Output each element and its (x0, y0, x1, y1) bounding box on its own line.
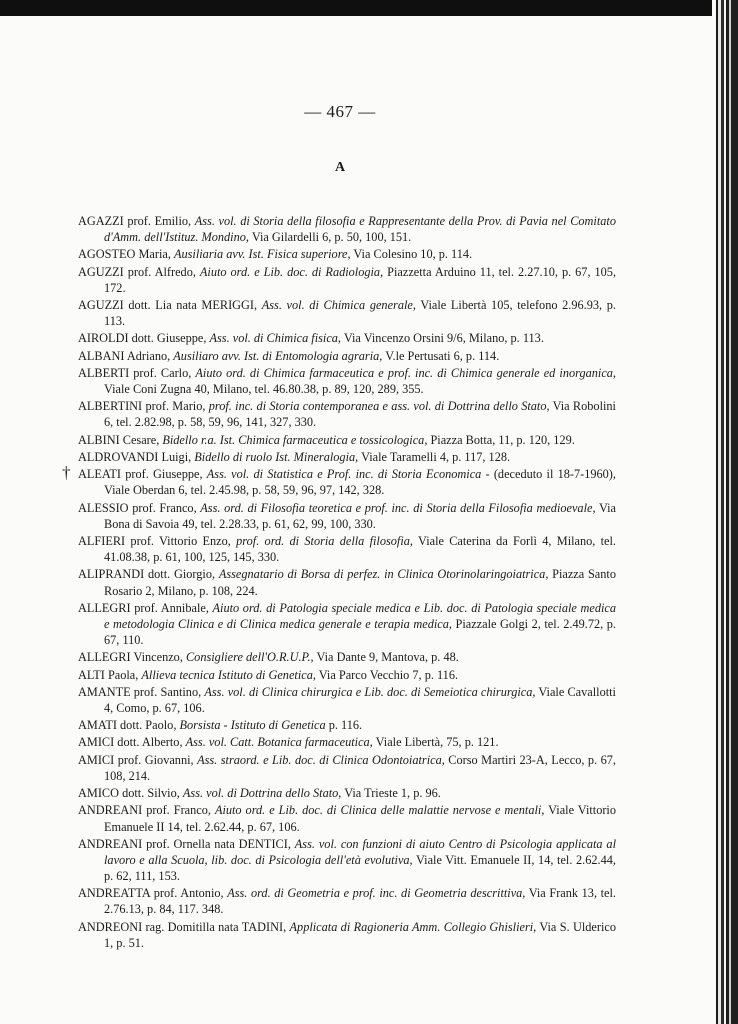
entry-name: AGAZZI (78, 214, 124, 228)
directory-entry (78, 717, 616, 733)
entry-title: dott. Silvio, (119, 786, 183, 801)
entry-title: prof. Annibale, (130, 600, 213, 615)
directory-entry (78, 398, 616, 430)
entry-name: AMICI (78, 752, 115, 767)
directory-entry (62, 463, 616, 498)
entry-role: prof. ord. di Storia della filosofia, (236, 534, 413, 549)
entry-role: Bidello di ruolo Ist. Mineralogia, (194, 450, 359, 464)
entry-address: Viale Coni Zugna 40, Milano, tel. 46.80.38, p. 89, 120, 289, 355. (104, 382, 424, 397)
entry-address: Piazzetta Arduino 11, tel. 2.27.10, p. 67, 105, 172. (104, 264, 617, 295)
entry-role: Ass. vol. di Statistica e Prof. inc. di Storia Economica - (206, 467, 490, 482)
entry-title: prof. Emilio, (123, 214, 195, 228)
entry-title: dott. Giorgio, (144, 567, 219, 582)
entry-address: Via Gilardelli 6, p. 50, 100, 151. (248, 230, 412, 245)
entry-address: Via Bona di Savoia 49, tel. 2.28.33, p. 61, 62, 99, 100, 330. (104, 500, 616, 531)
entry-role: Ass. straord. e Lib. doc. di Clinica Odontoiatrica, (197, 752, 445, 767)
entry-title: prof. Vittorio Enzo, (125, 534, 237, 549)
entry-title: dott. Paolo, (116, 718, 180, 733)
entry-title: Paola, (104, 667, 142, 682)
scan-top-border (0, 0, 738, 16)
entry-address: Piazza Santo Rosario 2, Milano, p. 108, 224. (104, 567, 616, 598)
entry-role: Ass. vol. di Chimica fisica, (209, 331, 342, 346)
directory-entry (78, 533, 616, 565)
page-number: — 467 — (304, 102, 376, 121)
entry-address: Viale Libertà, 75, p. 121. (372, 735, 499, 750)
entry-address: Via Parco Vecchio 7, p. 116. (315, 667, 459, 682)
entry-role: Assegnatario di Borsa di perfez. in Clinica Otorinolaringoiatrica, (218, 567, 549, 582)
entry-name: AMANTE (78, 684, 131, 699)
directory-entry (78, 785, 616, 801)
entry-title: rag. Domitilla nata TADINI, (142, 919, 290, 934)
entry-role: Borsista - Istituto di Genetica (179, 718, 326, 733)
entry-role: Ass. ord. di Filosofia teoretica e prof. inc. di Storia della Filosofia medioevale, (200, 500, 596, 515)
entry-address: Viale Caterina da Forlì 4, Milano, tel. 41.08.38, p. 61, 100, 125, 145, 330. (104, 534, 617, 565)
entry-role: Ausiliaro avv. Ist. di Entomologia agraria, (173, 348, 383, 363)
entry-title: prof. Franco, (128, 500, 201, 515)
directory-entry (78, 330, 616, 346)
entry-title: dott. Lia nata MERIGGI, (123, 298, 262, 313)
entry-name: ANDREANI (78, 836, 143, 851)
directory-entry (78, 297, 616, 329)
entry-name: AGOSTEO (78, 247, 136, 262)
directory-entry (78, 919, 616, 951)
entry-role: Aiuto ord. e Lib. doc. di Radiologia, (199, 264, 384, 279)
deceased-mark: † (62, 463, 71, 483)
entry-role: Ass. vol. di Clinica chirurgica e Lib. doc. di Semeiotica chirurgica, (204, 684, 536, 699)
directory-entry (78, 836, 616, 884)
entry-role: Bidello r.a. Ist. Chimica farmaceutica e tossicologica, (162, 432, 428, 447)
directory-entry (78, 348, 616, 364)
entry-name: ANDREONI (78, 919, 143, 934)
entry-name: ALEATI (78, 467, 122, 482)
entry-address: Via Frank 13, tel. 2.76.13, p. 84, 117. 348. (104, 886, 616, 917)
entry-address: Viale Vittorio Emanuele II 14, tel. 2.62.44, p. 67, 106. (104, 803, 617, 834)
directory-entry (78, 885, 616, 917)
entry-address: Piazza Botta, 11, p. 120, 129. (427, 432, 575, 447)
entry-title: prof. Alfredo, (123, 264, 200, 279)
entry-name: AIROLDI (78, 331, 129, 346)
entry-address: (deceduto il 18-7-1960), Viale Oberdan 6, tel. 2.45.98, p. 58, 59, 96, 97, 142, 328. (104, 467, 616, 498)
entry-role: Aiuto ord. e Lib. doc. di Clinica delle malattie nervose e mentali, (214, 803, 545, 818)
directory-entry (78, 600, 616, 648)
entry-address: V.le Pertusati 6, p. 114. (382, 348, 500, 363)
entry-name: AMATI (78, 718, 117, 733)
entry-name: ALFIERI (78, 534, 126, 549)
entry-title: Maria, (135, 247, 174, 262)
entry-title: prof. Antonio, (150, 886, 228, 901)
entry-name: ALBERTINI (78, 399, 143, 414)
entry-name: ALBINI (78, 432, 120, 447)
entry-address: Via Dante 9, Mantova, p. 48. (313, 650, 459, 665)
entry-title: prof. Franco, (142, 803, 215, 818)
entry-role: Allieva tecnica Istituto di Genetica, (141, 667, 316, 682)
directory-entry (78, 802, 616, 834)
entry-title: Cesare, (119, 432, 163, 447)
directory-entry (78, 684, 616, 716)
directory-entries (62, 213, 617, 952)
entry-role: prof. inc. di Storia contemporanea e ass. vol. di Dottrina dello Stato, (208, 399, 550, 414)
directory-entry (78, 213, 616, 245)
entry-name: ALESSIO (78, 500, 129, 515)
entry-role: Ass. ord. di Geometria e prof. inc. di Geometria descrittiva, (227, 886, 526, 901)
scan-binding-edge (712, 0, 738, 1024)
entry-role: Aiuto ord. di Patologia speciale medica e Lib. doc. di Patologia speciale medica e metodologia Clinica e di Clinica medica generale e terapia medica, (104, 600, 616, 631)
entry-title: dott. Giuseppe, (128, 331, 210, 346)
entry-title: prof. Ornella nata DENTICI, (142, 836, 295, 851)
entry-address: Viale Vitt. Emanuele II, 14, tel. 2.62.44, p. 62, 111, 153. (104, 852, 616, 883)
entry-address: Viale Libertà 105, telefono 2.96.93, p. 113. (104, 298, 616, 329)
entry-role: Applicata di Ragioneria Amm. Collegio Ghislieri, (289, 919, 537, 934)
entry-address: Viale Taramelli 4, p. 117, 128. (358, 450, 511, 464)
entry-name: ALDROVANDI (78, 450, 159, 464)
entry-name: AMICO (78, 786, 119, 801)
entry-name: AMICI (78, 735, 115, 750)
entry-title: prof. Giovanni, (114, 752, 198, 767)
entry-role: Ass. vol. Catt. Botanica farmaceutica, (185, 735, 373, 750)
entry-name: ALIPRANDI (78, 567, 145, 582)
entry-title: prof. Santino, (130, 684, 205, 699)
directory-entry (78, 649, 616, 665)
entry-role: Ass. vol. di Chimica generale, (261, 298, 416, 313)
entry-name: ANDREATTA (78, 886, 151, 901)
entry-name: ALLEGRI (78, 600, 131, 615)
directory-entry (78, 667, 616, 683)
directory-entry (78, 264, 616, 296)
entry-address: Via Vincenzo Orsini 9/6, Milano, p. 113. (341, 331, 544, 346)
entry-name: AGUZZI (78, 264, 124, 279)
entry-title: dott. Alberto, (114, 735, 186, 750)
entry-title: prof. Carlo, (129, 365, 196, 380)
entry-role: Ass. vol. di Dottrina dello Stato, (182, 786, 342, 801)
directory-entry (78, 432, 616, 448)
entry-name: AGUZZI (78, 298, 124, 313)
entry-name: ANDREANI (78, 803, 143, 818)
entry-role: Ausiliaria avv. Ist. Fisica superiore, (173, 247, 351, 262)
entry-title: prof. Mario, (142, 399, 209, 414)
entry-name: ALLEGRI (78, 650, 131, 665)
directory-entry (78, 752, 616, 784)
directory-entry (78, 566, 616, 598)
entry-address: Via Robolini 6, tel. 2.82.98, p. 58, 59, 96, 141, 327, 330. (104, 399, 616, 430)
entry-address: Viale Cavallotti 4, Como, p. 67, 106. (104, 684, 616, 715)
directory-entry (78, 500, 616, 532)
directory-entry (78, 734, 616, 750)
entry-address: Via Colesino 10, p. 114. (350, 247, 473, 262)
entry-title: Vincenzo, (130, 650, 186, 665)
entry-title: Adriano, (124, 348, 174, 363)
entry-role: Ass. vol. con funzioni di aiuto Centro di Psicologia applicata al lavoro e alla Scuola, lib. doc. di Psicologia dell'età evolutiva, (104, 836, 616, 867)
entry-address: p. 116. (325, 718, 363, 733)
entry-role: Ass. vol. di Storia della filosofia e Rappresentante della Prov. di Pavia nel Comitato d'Amm. dell'Istituz. Mondino, (104, 214, 616, 245)
entry-title: Luigi, (158, 450, 195, 464)
directory-entry (78, 246, 616, 262)
entry-address: Piazzale Golgi 2, tel. 2.49.72, p. 67, 110. (104, 616, 616, 647)
section-letter: A (334, 160, 346, 175)
entry-address: Via Trieste 1, p. 96. (341, 786, 441, 801)
entry-title: prof. Giuseppe, (121, 467, 207, 482)
entry-name: ALBERTI (78, 365, 130, 380)
directory-entry (78, 449, 616, 465)
directory-entry (78, 365, 616, 397)
entry-role: Aiuto ord. di Chimica farmaceutica e prof. inc. di Chimica generale ed inorganica, (195, 365, 616, 380)
entry-address: Corso Martiri 23-A, Lecco, p. 67, 108, 214. (104, 752, 616, 783)
entry-role: Consigliere dell'O.R.U.P., (185, 650, 314, 665)
entry-address: Via S. Ulderico 1, p. 51. (104, 919, 616, 950)
entry-name: ALBANI (78, 348, 125, 363)
entry-name: ALTI (78, 667, 105, 682)
